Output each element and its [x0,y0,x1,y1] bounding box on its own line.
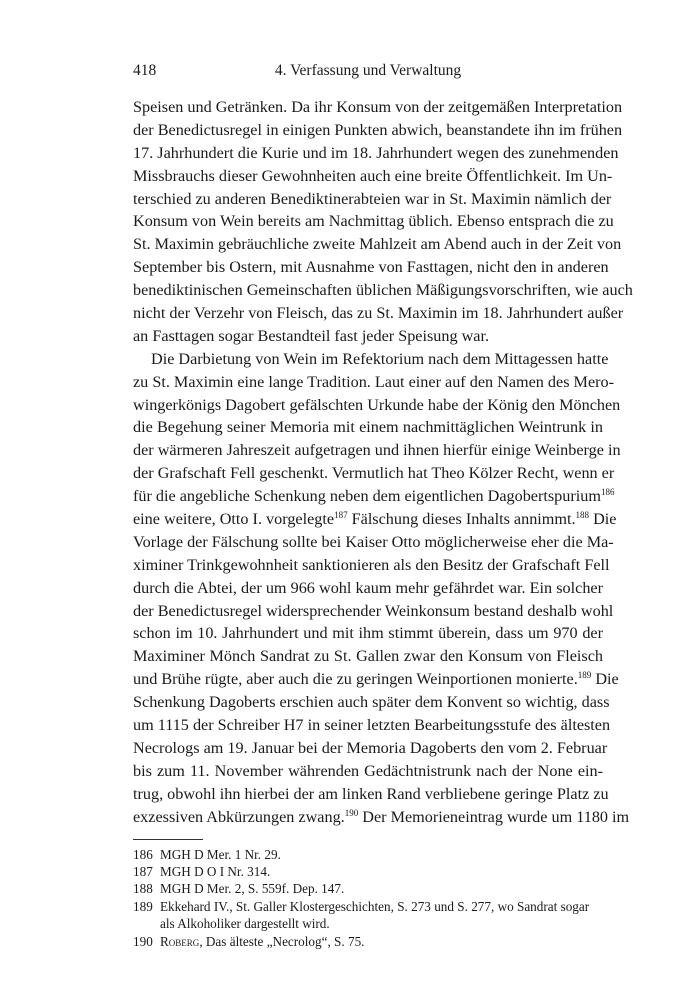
text-segment: eine weitere, Otto I. vorgelegte [133,510,335,529]
text-line [133,622,603,645]
footnote [133,863,603,880]
text-segment: Konsum von Wein bereits am Nachmittag üblich. Ebenso entsprach die zu [133,212,614,231]
text-line [133,165,613,188]
text-segment: an Fasttagen sogar Bestandteil fast jeder Speisung war. [133,326,490,345]
footnote [133,880,603,897]
text-segment: bis zum 11. November währenden Gedächtnistrunk nach der None ein- [133,761,603,780]
text-line [133,142,619,165]
text-line [133,119,623,142]
text-line [133,783,609,806]
footnote-text [160,880,603,897]
footnote-body: MGH D Mer. 1 Nr. 29. [160,846,281,862]
footnote-text [160,846,603,863]
text-line [133,302,624,325]
text-line [133,508,617,531]
footnote-number: 188 [133,881,153,897]
text-line [133,394,621,417]
text-line [133,210,614,233]
text-segment: ximiner Trinkgewohnheit sanktionieren als den Besitz der Grafschaft Fell [133,555,610,574]
text-segment: benediktinischen Gemeinschaften üblichen Mäßigungsvorschriften, wie auch [133,281,633,300]
text-line [133,577,603,600]
text-line [133,188,612,211]
text-line [133,439,621,462]
text-segment: der wärmeren Jahreszeit aufgetragen und ihnen hierfür einige Weinberge in [133,441,621,460]
text-segment: Der Memorieneintrag wurde um 1180 im [358,807,630,826]
text-line [133,325,603,348]
text-line [133,691,610,714]
text-segment: Vorlage der Fälschung sollte bei Kaiser Otto möglicherweise eher die Ma- [133,532,614,551]
text-line [133,416,603,439]
text-segment: schon im 10. Jahrhundert und mit ihm stimmt überein, dass um 970 der [133,624,603,643]
text-segment: Schenkung Dagoberts erschien auch später dem Konvent so wichtig, dass [133,693,610,712]
text-segment: der Grafschaft Fell geschenkt. Vermutlich hat Theo Kölzer Recht, wenn er [133,464,615,483]
text-segment: wingerkönigs Dagobert gefälschten Urkunde habe der König den Mönchen [133,395,621,414]
text-segment: Die Darbietung von Wein im Refektorium nach dem Mittagessen hatte [151,349,609,368]
text-line [133,279,633,302]
text-segment: exzessiven Abkürzungen zwang. [133,807,345,826]
footnote-body: MGH D Mer. 2, S. 559f. Dep. 147. [160,881,345,897]
footnote-reference: 186 [600,487,615,498]
text-segment: Die [589,510,617,529]
text-line [133,760,603,783]
footnote-body: Ekkehard IV., St. Galler Klostergeschichten, S. 273 und S. 277, wo Sandrat sogar als Alkoholiker dargestellt wird. [160,898,590,932]
footnote-reference: 189 [577,670,592,681]
text-line [133,645,603,668]
footnotes [133,846,603,950]
text-line [133,668,619,691]
text-line [133,371,615,394]
footnote-number: 186 [133,846,153,862]
text-line [133,600,614,623]
text-segment: Maximiner Mönch Sandrat zu St. Gallen zwar den Konsum von Fleisch [133,647,603,666]
footnote-number: 189 [133,898,153,914]
text-segment: trug, obwohl ihn hierbei der am linken Rand verbliebene geringe Platz zu [133,784,609,803]
text-line [133,96,623,119]
text-segment: Speisen und Getränken. Da ihr Konsum von der zeitgemäßen Interpretation [133,98,623,116]
page-number: 418 [133,62,157,79]
text-line [133,233,622,256]
text-segment: die Begehung seiner Memoria mit einem nachmittäglichen Weintrunk in [133,418,603,437]
text-segment: terschied zu anderen Benediktinerabteien war in St. Maximin nämlich der [133,189,612,208]
text-segment: St. Maximin gebräuchliche zweite Mahlzeit am Abend auch in der Zeit von [133,235,622,254]
footnote-author: Roberg [160,933,200,949]
footnote-number: 187 [133,863,153,879]
footnote [133,933,603,950]
footnote-body: MGH D O I Nr. 314. [160,863,271,879]
text-segment: Fälschung dieses Inhalts annimmt. [347,510,576,529]
footnote-text [160,863,603,880]
book-page [133,62,633,950]
text-segment: für die angebliche Schenkung neben dem eigentlichen Dagobertspurium [133,487,601,506]
footnote-text [160,898,603,933]
text-line [133,714,611,737]
text-segment: zu St. Maximin eine lange Tradition. Laut einer auf den Namen des Mero- [133,372,615,391]
text-segment: durch die Abtei, der um 966 wohl kaum mehr gefährdet war. Ein solcher [133,578,603,597]
text-line [133,348,609,371]
text-segment: der Benedictusregel widersprechender Weinkonsum bestand deshalb wohl [133,601,614,620]
page-header [133,62,603,86]
text-segment: 17. Jahrhundert die Kurie und im 18. Jahrhundert wegen des zunehmenden [133,143,619,162]
text-segment: Die [591,670,619,689]
text-segment: der Benedictusregel in einigen Punkten abwich, beanstandete ihn im frühen [133,120,623,139]
text-line [133,554,610,577]
text-segment: um 1115 der Schreiber H7 in seiner letzten Bearbeitungsstufe des ältesten [133,716,611,735]
text-line [133,806,630,829]
text-line [133,485,615,508]
footnote-reference: 188 [575,510,590,521]
text-line [133,737,608,760]
footnote [133,846,603,863]
running-head: 4. Verfassung und Verwaltung [274,62,462,79]
text-line [133,462,615,485]
footnote-number: 190 [133,933,153,949]
footnote-body: , Das älteste „Necrolog“, S. 75. [199,933,365,949]
footnote [133,898,603,933]
text-segment: und Brühe rügte, aber auch die zu geringen Weinportionen monierte. [133,670,578,689]
footnote-reference: 187 [334,510,348,521]
text-segment: Missbrauchs dieser Gewohnheiten auch eine breite Öffentlichkeit. Im Un- [133,166,613,185]
text-line [133,256,609,279]
body-text [133,96,633,829]
text-segment: nicht der Verzehr von Fleisch, das zu St. Maximin im 18. Jahrhundert außer [133,304,624,323]
text-segment: Necrologs am 19. Januar bei der Memoria Dagoberts den vom 2. Februar [133,738,608,757]
footnote-separator [133,839,203,840]
footnote-text [160,933,603,950]
text-line [133,531,614,554]
footnote-reference: 190 [344,807,359,818]
text-segment: September bis Ostern, mit Ausnahme von Fasttagen, nicht den in anderen [133,258,609,277]
